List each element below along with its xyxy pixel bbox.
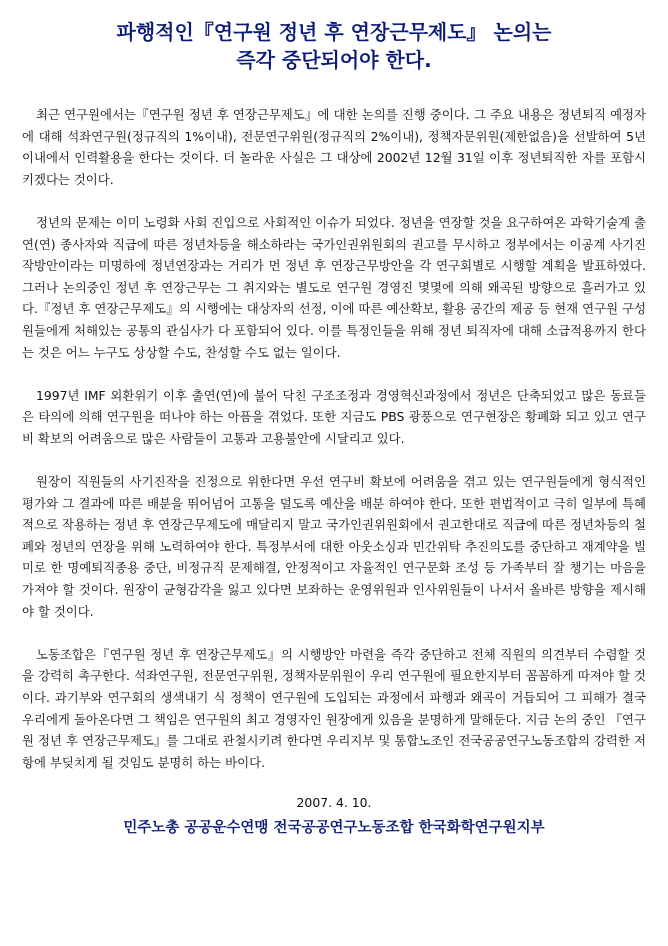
statement-title <box>22 18 646 74</box>
title-line-1: 파행적인『연구원 정년 후 연장근무제도』 논의는 <box>116 20 552 44</box>
title-line-2: 즉각 중단되어야 한다. <box>236 48 432 72</box>
paragraph-imf-crisis: 1997년 IMF 외환위기 이후 출연(연)에 불어 닥친 구조조정과 경영혁신과정에서 정년은 단축되었고 많은 동료들은 타의에 의해 연구원을 떠나야 하는 아픔을 겪었다. 또한 지금도 PBS 광풍으로 연구현장은 황폐화 되고 있고 연구비 확보의 어려움으로 많은 사람들이 고통과 고용불안에 시달리고 있다. <box>22 387 646 446</box>
paragraph-director-demands: 원장이 직원들의 사기진작을 진정으로 위한다면 우선 연구비 확보에 어려움을 겪고 있는 연구원들에게 형식적인 평가와 그 결과에 따른 배분을 뛰어넘어 고통을 덜도록 예산을 배분 하여야 한다. 또한 편법적이고 극히 일부에 특혜적으로 작용하는 정년 후 연장근무제도에 매달리지 말고 국가인권위원회에서 권고한대로 직급에 따른 정년차등의 철폐와 정년의 연장을 위해 노력하여야 한다. 특정부서에 대한 아웃소싱과 민간위탁 추진의도를 중단하고 재계약을 빌미로 한 명예퇴직종용 중단, 비정규직 문제해결, 안정적이고 자율적인 연구문화 조성 등 가족부터 잘 챙기는 마음을 가져야 할 것이다. 원장이 균형감각을 잃고 있다면 보좌하는 운영위원과 인사위원들이 나서서 올바른 방향을 제시해야 할 것이다. <box>22 474 646 619</box>
paragraph-union-demands: 노동조합은『연구원 정년 후 연장근무제도』의 시행방안 마련을 즉각 중단하고 전체 직원의 의견부터 수렴할 것을 강력히 촉구한다. 석좌연구원, 전문연구위원, 정책자문위원이 우리 연구원에 필요한지부터 꼼꼼하게 따져야 할 것이다. 과기부와 연구회의 생색내기 식 정책이 연구원에 도입되는 과정에서 파행과 왜곡이 거듭되어 그 피해가 결국 우리에게 돌아온다면 그 책임은 연구원의 최고 경영자인 원장에게 있음을 분명하게 말해둔다. 지금 논의 중인 『연구원 정년 후 연장근무제도』를 그대로 관철시키려 한다면 우리지부 및 통합노조인 전국공공연구노동조합의 강력한 저항에 부딪치게 될 것임도 분명히 하는 바이다. <box>22 646 646 770</box>
statement-date: 2007. 4. 10. <box>296 795 372 810</box>
statement-body <box>22 104 646 773</box>
paragraph-retirement-issue: 정년의 문제는 이미 노령화 사회 진입으로 사회적인 이슈가 되었다. 정년을 연장할 것을 요구하여온 과학기술계 출연(연) 종사자와 직급에 따른 정년차등을 해소하라는 국가인권위원회의 권고를 무시하고 정부에서는 이공계 사기진작방안이라는 미명하에 정년연장과는 거리가 먼 정년 후 연장근무방안을 각 연구회별로 시행할 계획을 발표하였다. 그러나 논의중인 정년 후 연장근무는 그 취지와는 별도로 연구원 경영진 몇몇에 의해 왜곡된 방향으로 흘러가고 있다.『정년 후 연장근무제도』의 시행에는 대상자의 선정, 이에 따른 예산확보, 활용 공간의 제공 등 현재 연구원 구성원들에게 처해있는 공통의 관심사가 다 포함되어 있다. 이를 특정인들을 위해 정년 퇴직자에 대해 소급적용까지 한다는 것은 어느 누구도 상상할 수도, 찬성할 수도 없는 일이다. <box>22 214 646 360</box>
paragraph-intro: 최근 연구원에서는『연구원 정년 후 연장근무제도』에 대한 논의를 진행 중이다. 그 주요 내용은 정년퇴직 예정자에 대해 석좌연구원(정규직의 1%이내), 전문연구위원(정규직의 2%이내), 정책자문위원(제한없음)을 선발하여 5년 이내에서 인력활용을 한다는 것이다. 더 놀라운 사실은 그 대상에 2002년 12월 31일 이후 정년퇴직한 자를 포함시키겠다는 것이다. <box>22 107 646 187</box>
union-signature: 민주노총 공공운수연맹 전국공공연구노동조합 한국화학연구원지부 <box>123 820 545 836</box>
